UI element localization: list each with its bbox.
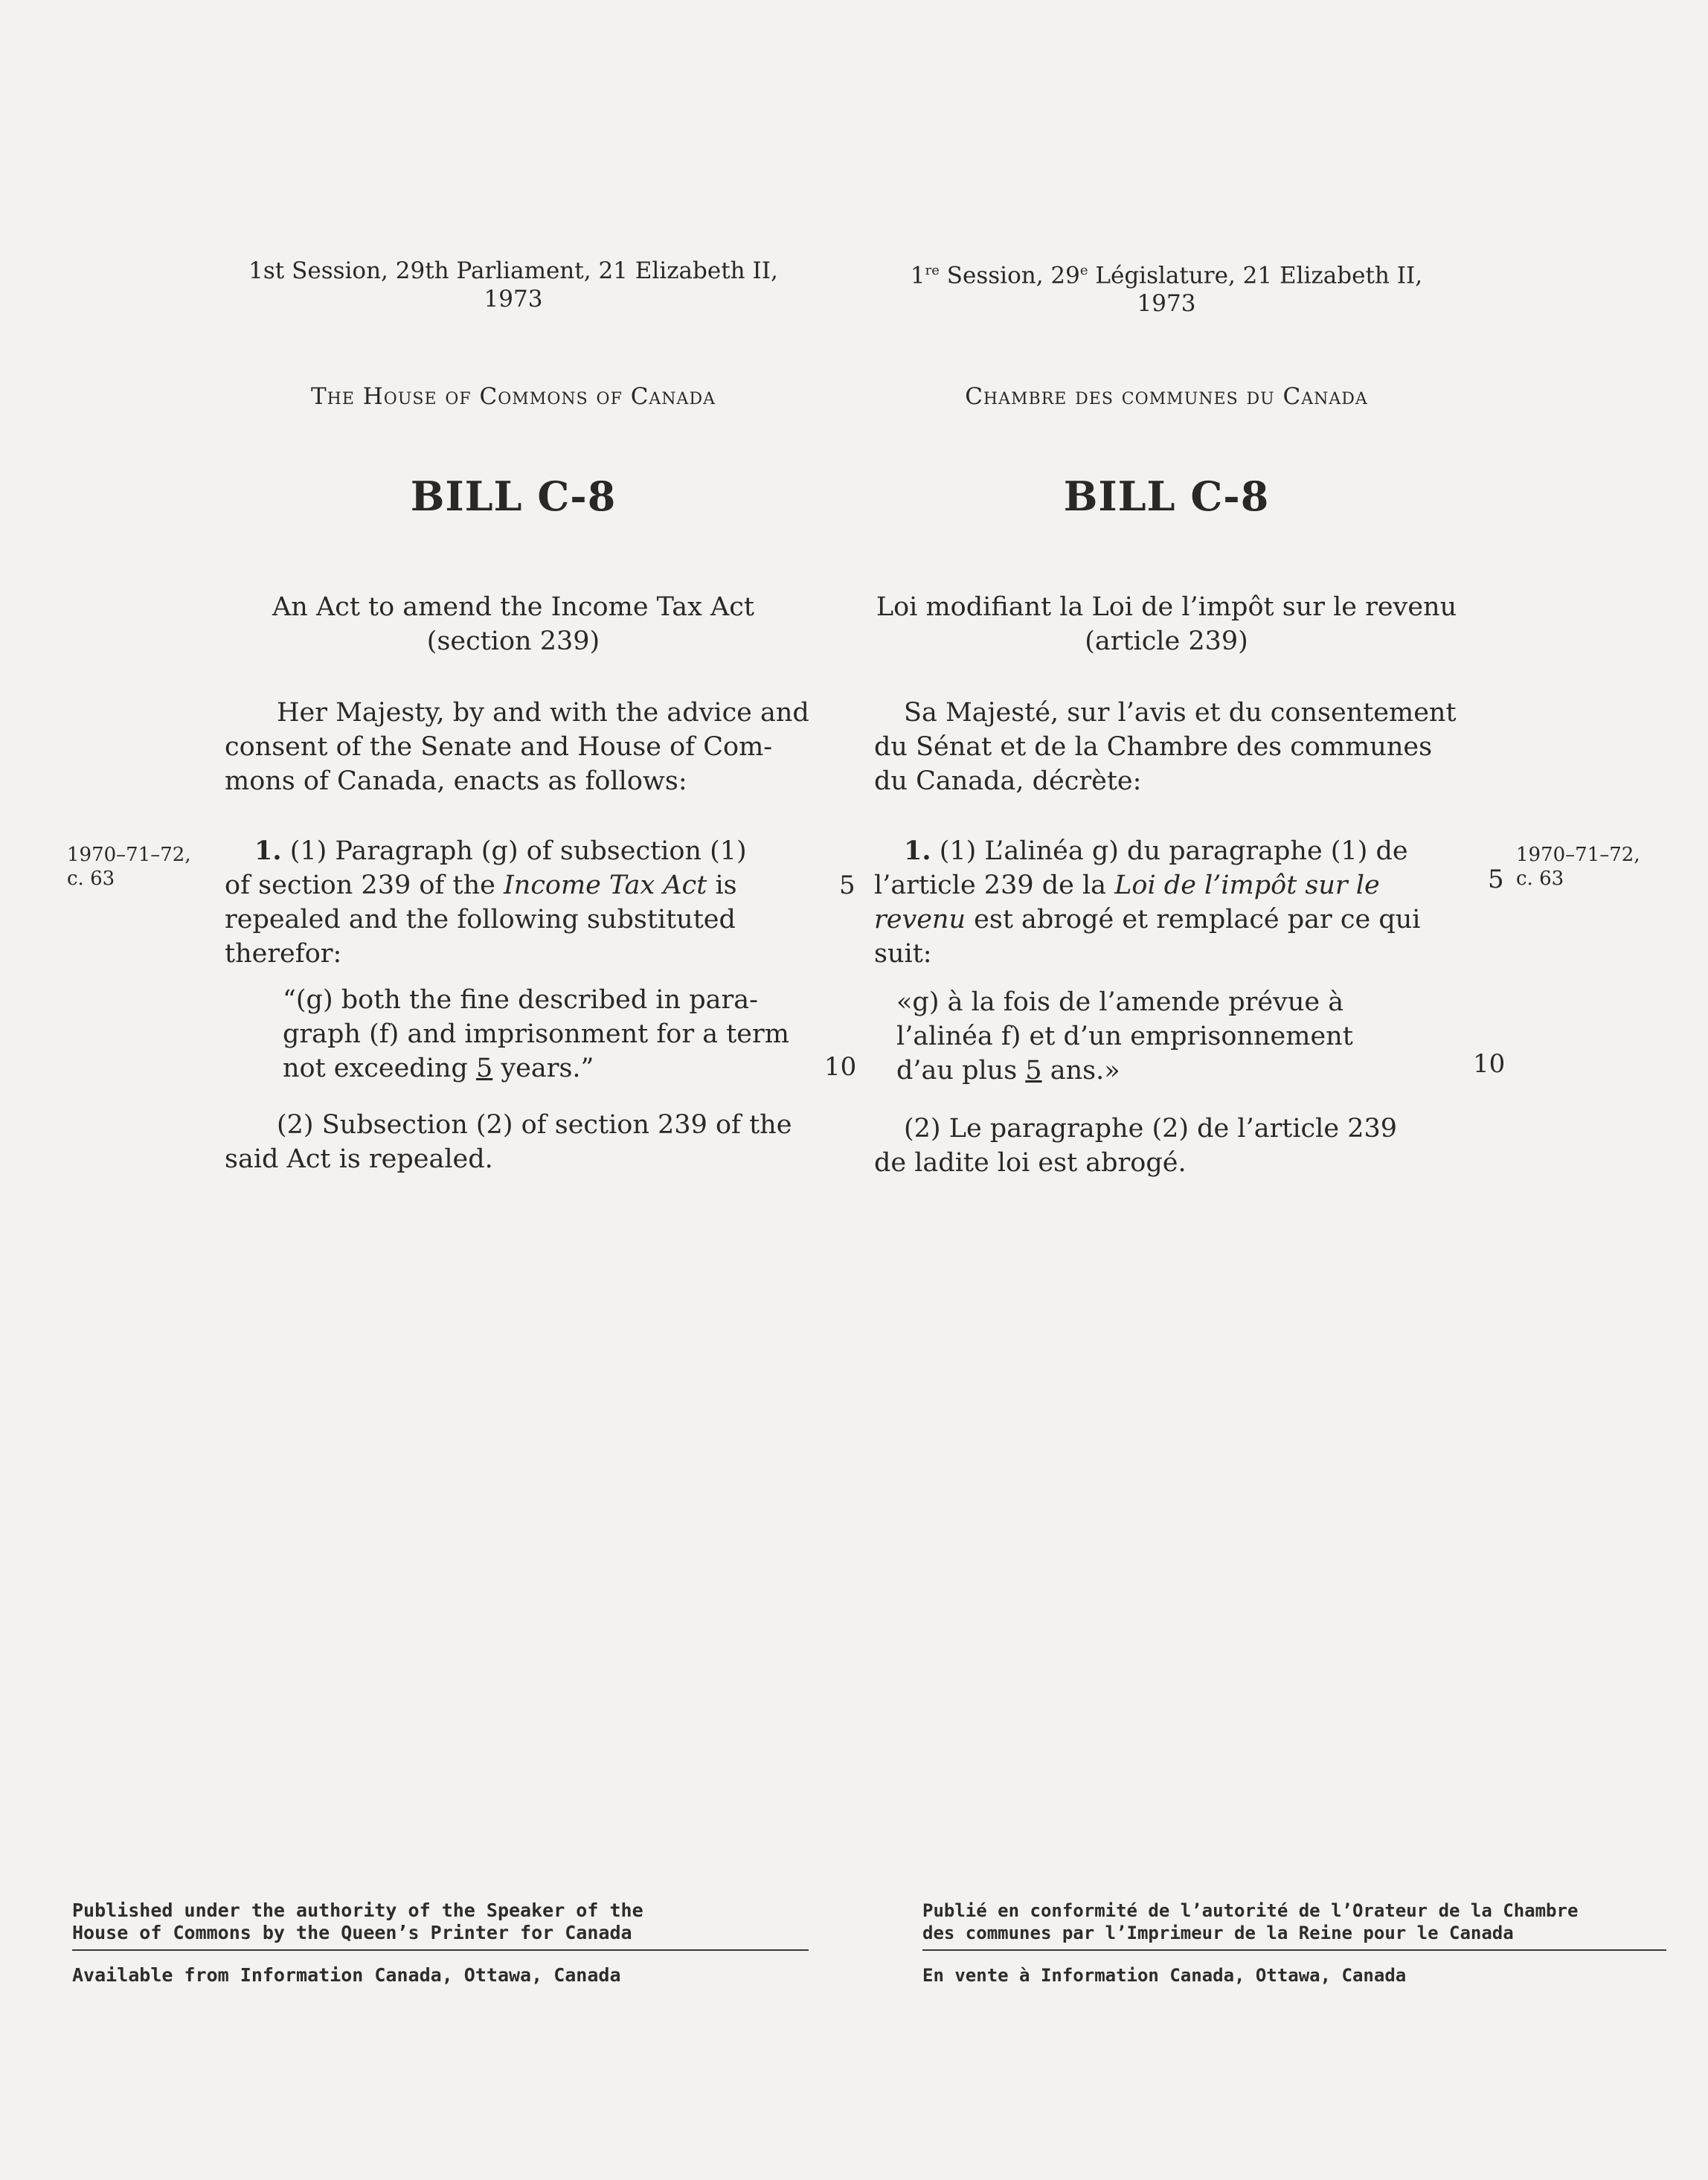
line-number-10-fr: 10	[1473, 1049, 1506, 1079]
footer-divider-fr	[922, 1949, 1666, 1951]
marginal-note-fr: 1970–71–72, c. 63	[1516, 844, 1640, 890]
section-1-en: 1. (1) Paragraph (g) of subsection (1) of section 239 of the Income Tax Act is repealed and the following substituted therefor:	[225, 836, 747, 969]
section-number: 1.	[904, 836, 931, 866]
section-2-fr: (2) Le paragraphe (2) de l’article 239 de ladite loi est abrogé.	[874, 1114, 1398, 1178]
publisher-note-en: Published under the authority of the Speaker of the House of Commons by the Queen’s Printer for Canada	[72, 1900, 643, 1943]
session-info-en: 1st Session, 29th Parliament, 21 Elizabeth II, 1973	[248, 257, 778, 312]
enacting-clause-en: Her Majesty, by and with the advice and consent of the Senate and House of Com- mons of Canada, enacts as follows:	[225, 698, 809, 796]
availability-note-fr: En vente à Information Canada, Ottawa, Canada	[922, 1965, 1407, 1986]
section-1-fr: 1. (1) L’alinéa g) du paragraphe (1) de l’article 239 de la Loi de l’impôt sur le revenu est abrogé et remplacé par ce qui suit:	[874, 836, 1421, 969]
footer-divider-en	[72, 1949, 809, 1951]
section-number: 1.	[254, 836, 282, 866]
line-number-10-en: 10	[824, 1052, 857, 1082]
publisher-note-fr: Publié en conformité de l’autorité de l’Orateur de la Chambre des communes par l’Imprimeur de la Reine pour le Canada	[922, 1900, 1579, 1943]
line-number-5-en: 5	[839, 871, 855, 900]
act-title: Income Tax Act	[503, 871, 707, 900]
section-2-en: (2) Subsection (2) of section 239 of the said Act is repealed.	[225, 1110, 792, 1174]
amendment-quote-fr: «g) à la fois de l’amende prévue à l’alinéa f) et d’un emprisonnement d’au plus 5 ans.»	[896, 987, 1353, 1086]
house-heading-fr: Chambre des communes du Canada	[965, 383, 1368, 410]
line-number-5-fr: 5	[1488, 865, 1504, 894]
enacting-clause-fr: Sa Majesté, sur l’avis et du consentement du Sénat et de la Chambre des communes du Canada, décrète:	[874, 698, 1457, 796]
long-title-fr: Loi modifiant la Loi de l’impôt sur le revenu (article 239)	[876, 592, 1457, 656]
house-heading-en: The House of Commons of Canada	[311, 383, 716, 410]
marginal-note-en: 1970–71–72, c. 63	[67, 844, 191, 890]
session-info-fr: 1re Session, 29e Législature, 21 Elizabeth II, 1973	[910, 262, 1423, 318]
amendment-quote-en: “(g) both the fine described in para- graph (f) and imprisonment for a term not exceeding 5 years.”	[283, 985, 789, 1083]
availability-note-en: Available from Information Canada, Ottawa, Canada	[72, 1964, 621, 1986]
act-title: Loi de l’impôt sur le	[1114, 871, 1380, 900]
long-title-en: An Act to amend the Income Tax Act (section 239)	[272, 592, 754, 656]
bill-number-en: BILL C-8	[410, 472, 617, 520]
show-through-ghost	[119, 432, 1607, 475]
bill-number-fr: BILL C-8	[1063, 472, 1270, 520]
